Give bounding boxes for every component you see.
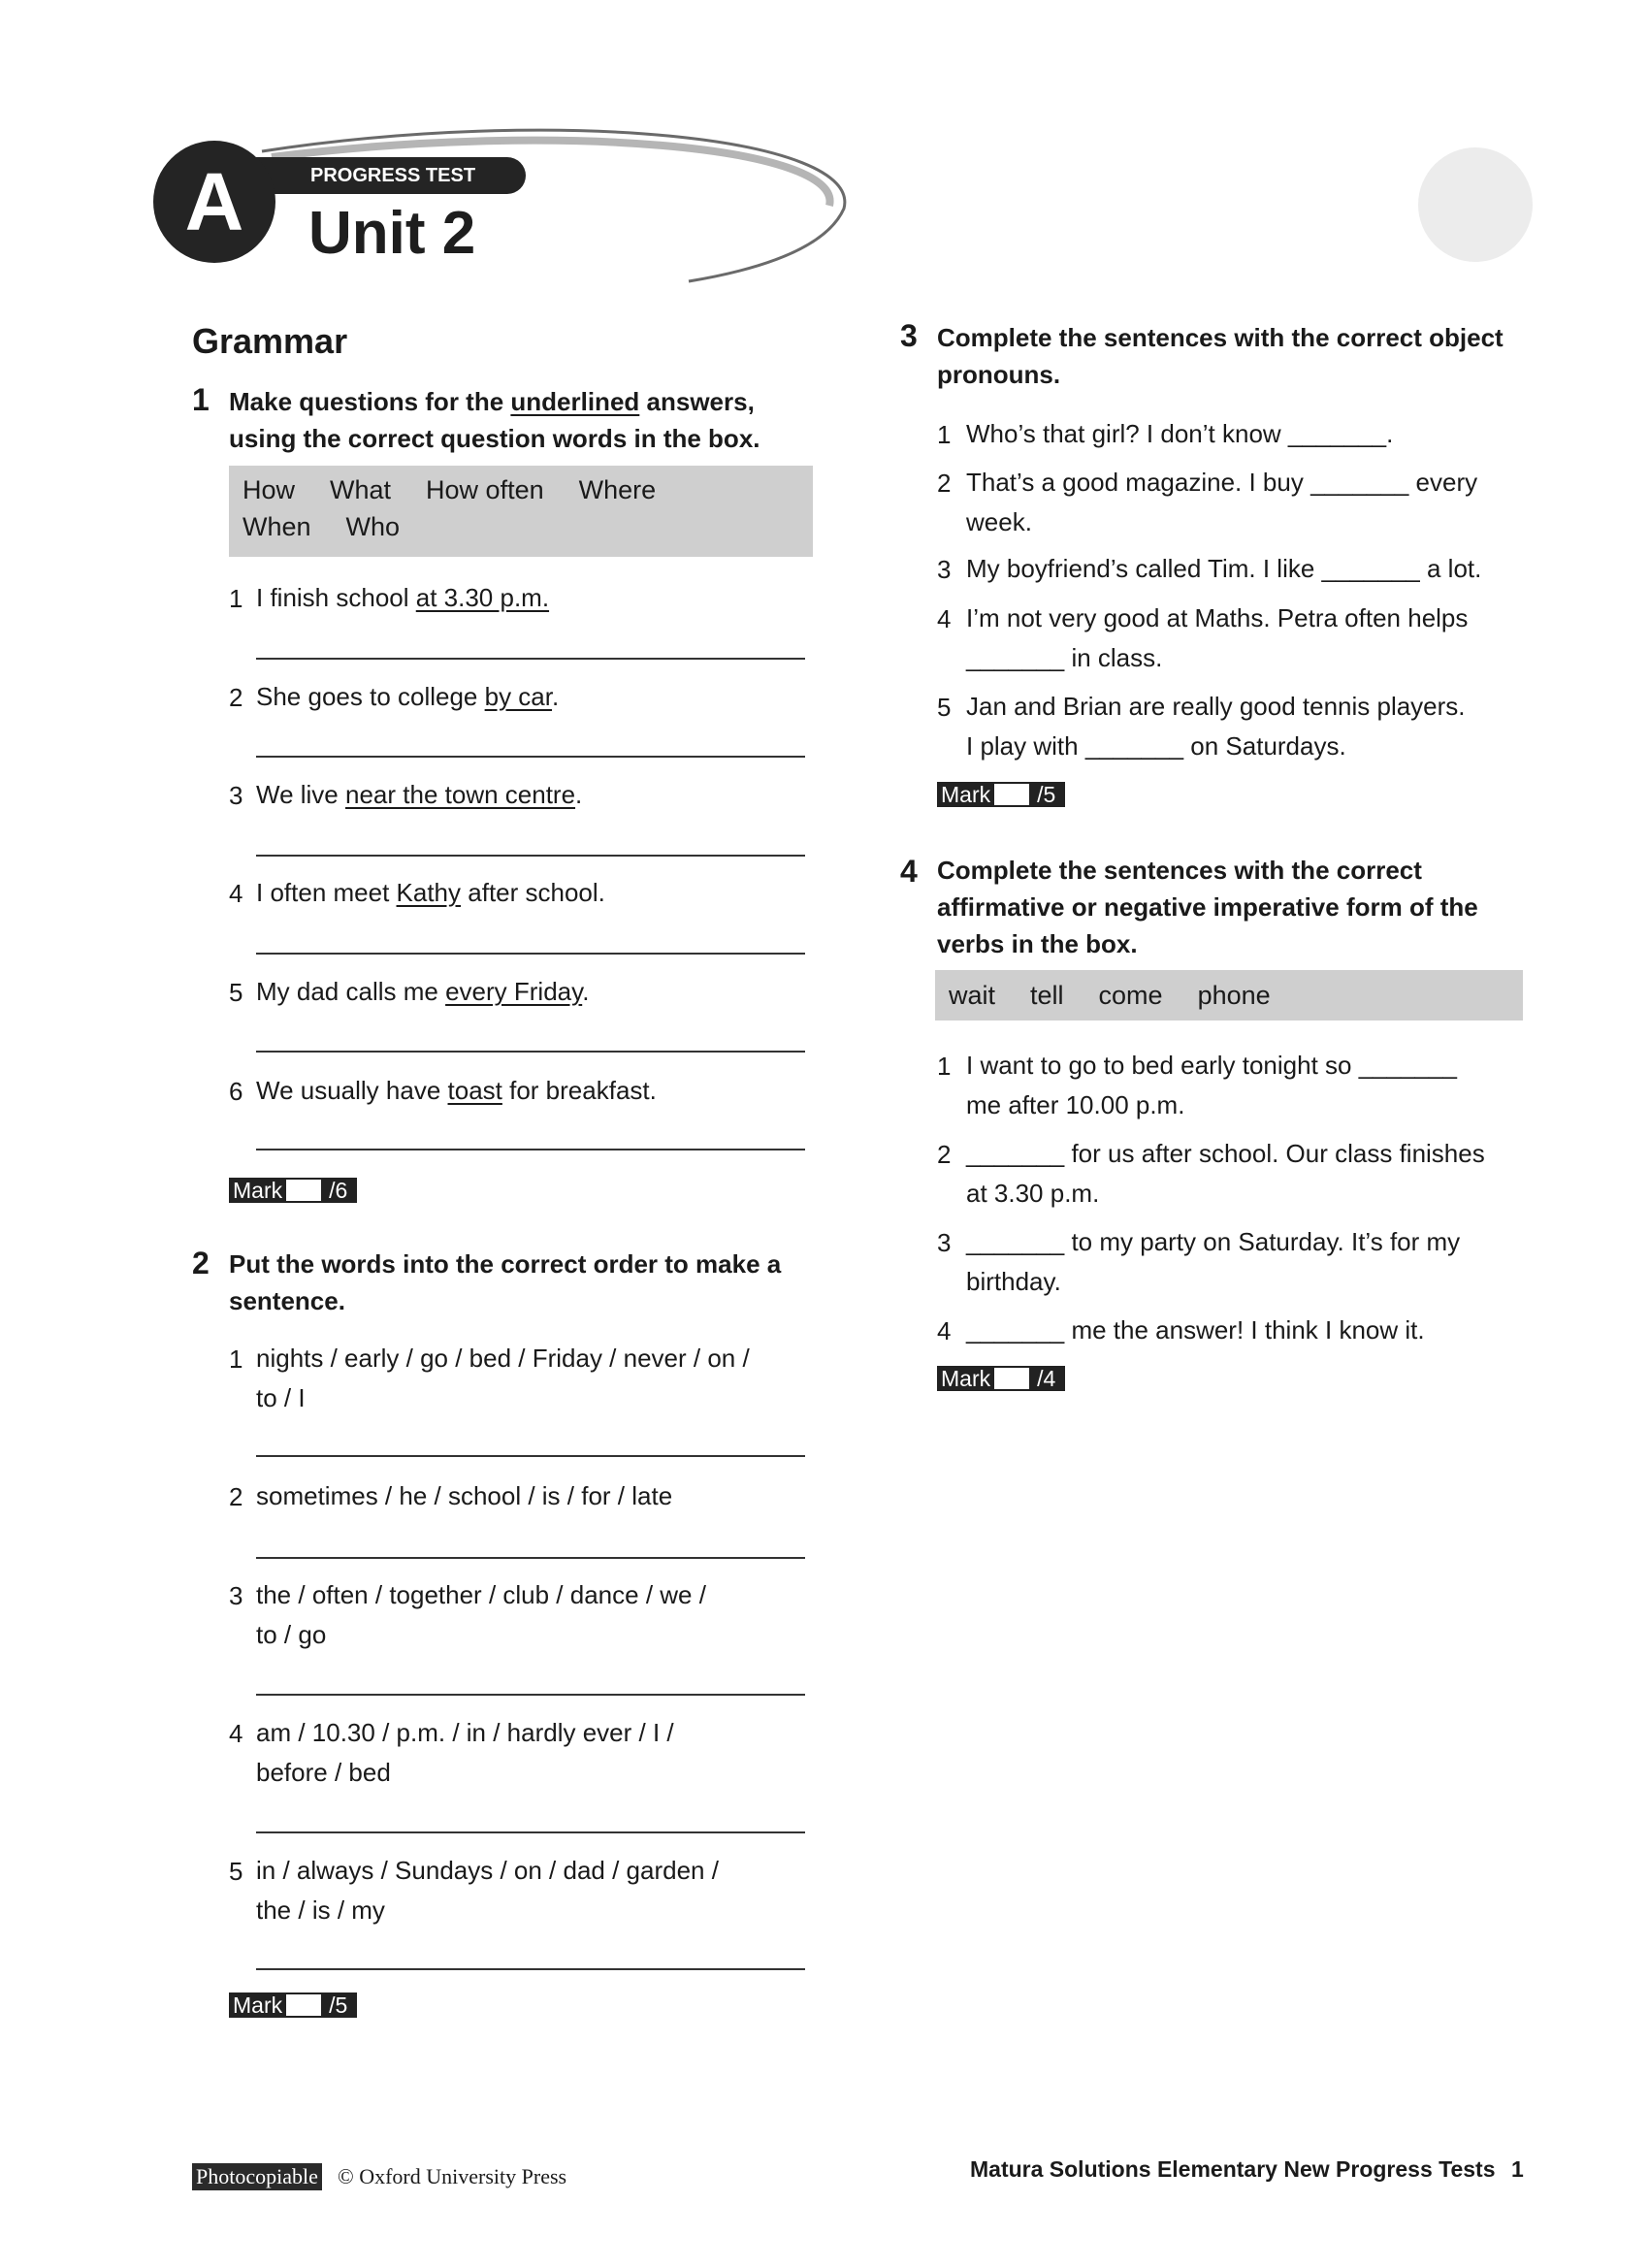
word-box-item: When xyxy=(242,512,311,541)
word-box-item: Where xyxy=(578,475,657,504)
word-box-item: Who xyxy=(345,512,401,541)
item-number: 3 xyxy=(937,1228,952,1257)
mark-label: Mark xyxy=(937,782,994,807)
word-box-item: How often xyxy=(426,475,544,504)
mark-score-field[interactable] xyxy=(994,782,1029,807)
exercise-3-item-2: That’s a good magazine. I buy _______ every week. xyxy=(966,468,1478,536)
word-box-item: phone xyxy=(1197,981,1271,1010)
mark-label: Mark xyxy=(937,1366,994,1391)
answer-line[interactable] xyxy=(256,1694,805,1696)
exercise-4-number: 4 xyxy=(900,854,918,889)
exercise-1-word-box xyxy=(229,466,813,557)
photocopiable-badge: Photocopiable xyxy=(192,2163,322,2190)
answer-line[interactable] xyxy=(256,1455,805,1457)
mark-total: /6 xyxy=(321,1178,357,1203)
exercise-1-mark-box xyxy=(229,1178,357,1203)
answer-line[interactable] xyxy=(256,1051,805,1053)
exercise-2-instructions: Put the words into the correct order to make a sentence. xyxy=(229,1249,782,1315)
answer-line[interactable] xyxy=(256,756,805,758)
exercise-4-item-1: I want to go to bed early tonight so _______ me after 10.00 p.m. xyxy=(966,1051,1457,1119)
exercise-3-item-5: Jan and Brian are really good tennis players. I play with _______ on Saturdays. xyxy=(966,692,1466,761)
copyright-notice: © Oxford University Press xyxy=(338,2164,567,2188)
mark-score-field[interactable] xyxy=(286,1993,321,2018)
mark-total: /4 xyxy=(1029,1366,1065,1391)
exercise-4-item-4: _______ me the answer! I think I know it. xyxy=(966,1315,1425,1345)
unit-letter-badge: A xyxy=(153,141,275,263)
exercise-1-item-3: We live near the town centre. xyxy=(256,780,583,809)
word-box-item: How xyxy=(242,475,296,504)
progress-test-label: PROGRESS TEST xyxy=(254,157,526,194)
item-number: 1 xyxy=(937,1052,952,1081)
item-number: 6 xyxy=(229,1077,243,1106)
word-box-item: What xyxy=(330,475,392,504)
exercise-4-instructions: Complete the sentences with the correct affirmative or negative imperative form of the verbs in the box. xyxy=(937,856,1478,958)
exercise-2-mark-box xyxy=(229,1993,357,2018)
exercise-2-item-4: am / 10.30 / p.m. / in / hardly ever / I / before / bed xyxy=(256,1718,674,1787)
exercise-2-item-5: in / always / Sundays / on / dad / garden / the / is / my xyxy=(256,1856,719,1925)
item-number: 1 xyxy=(229,1345,243,1374)
exercise-4-word-box xyxy=(935,970,1523,1021)
exercise-4-item-2: _______ for us after school. Our class finishes at 3.30 p.m. xyxy=(966,1139,1485,1208)
item-number: 5 xyxy=(937,693,952,722)
item-number: 2 xyxy=(937,469,952,498)
mark-score-field[interactable] xyxy=(994,1366,1029,1391)
exercise-3-item-1: Who’s that girl? I don’t know _______. xyxy=(966,419,1394,448)
exercise-1-item-5: My dad calls me every Friday. xyxy=(256,977,590,1006)
item-number: 2 xyxy=(937,1140,952,1169)
mark-label: Mark xyxy=(229,1178,286,1203)
item-number: 4 xyxy=(229,1719,243,1748)
mark-total: /5 xyxy=(1029,782,1065,807)
exercise-4-item-3: _______ to my party on Saturday. It’s for my birthday. xyxy=(966,1227,1461,1296)
item-number: 1 xyxy=(937,420,952,449)
answer-line[interactable] xyxy=(256,953,805,955)
item-number: 5 xyxy=(229,978,243,1007)
exercise-1-item-4: I often meet Kathy after school. xyxy=(256,878,605,907)
answer-line[interactable] xyxy=(256,1557,805,1559)
section-heading: Grammar xyxy=(192,321,348,361)
answer-line[interactable] xyxy=(256,1149,805,1150)
item-number: 3 xyxy=(229,781,243,810)
word-box-item: wait xyxy=(949,981,996,1010)
item-number: 4 xyxy=(937,1316,952,1345)
answer-line[interactable] xyxy=(256,1831,805,1833)
word-box-item: come xyxy=(1098,981,1163,1010)
bleed-through-badge xyxy=(1418,147,1533,262)
item-number: 3 xyxy=(229,1581,243,1610)
exercise-2-item-3: the / often / together / club / dance / we / to / go xyxy=(256,1580,706,1649)
exercise-3-mark-box xyxy=(937,782,1065,807)
exercise-1-item-6: We usually have toast for breakfast. xyxy=(256,1076,657,1105)
exercise-3-number: 3 xyxy=(900,318,918,353)
mark-label: Mark xyxy=(229,1993,286,2018)
exercise-1-item-2: She goes to college by car. xyxy=(256,682,560,711)
answer-line[interactable] xyxy=(256,1968,805,1970)
exercise-2-number: 2 xyxy=(192,1246,210,1280)
exercise-1-item-1: I finish school at 3.30 p.m. xyxy=(256,583,550,612)
word-box-item: tell xyxy=(1030,981,1064,1010)
item-number: 2 xyxy=(229,683,243,712)
page-number: 1 xyxy=(1511,2156,1524,2182)
exercise-4-mark-box xyxy=(937,1366,1065,1391)
item-number: 4 xyxy=(937,604,952,633)
mark-score-field[interactable] xyxy=(286,1178,321,1203)
answer-line[interactable] xyxy=(256,658,805,660)
exercise-3-instructions: Complete the sentences with the correct object pronouns. xyxy=(937,323,1504,389)
exercise-3-item-4: I’m not very good at Maths. Petra often helps _______ in class. xyxy=(966,603,1469,672)
item-number: 4 xyxy=(229,879,243,908)
item-number: 1 xyxy=(229,584,243,613)
item-number: 5 xyxy=(229,1857,243,1886)
exercise-2-item-2: sometimes / he / school / is / for / late xyxy=(256,1481,673,1510)
exercise-2-item-1: nights / early / go / bed / Friday / never / on / to / I xyxy=(256,1344,750,1412)
exercise-1-instructions: Make questions for the underlined answers, using the correct question words in the box. xyxy=(229,387,760,453)
item-number: 2 xyxy=(229,1482,243,1511)
item-number: 3 xyxy=(937,555,952,584)
book-title: Matura Solutions Elementary New Progress Tests xyxy=(970,2156,1496,2182)
page-title: Unit 2 xyxy=(308,200,476,267)
exercise-3-item-3: My boyfriend’s called Tim. I like _______ a lot. xyxy=(966,554,1482,583)
exercise-1-number: 1 xyxy=(192,382,210,417)
mark-total: /5 xyxy=(321,1993,357,2018)
answer-line[interactable] xyxy=(256,855,805,857)
